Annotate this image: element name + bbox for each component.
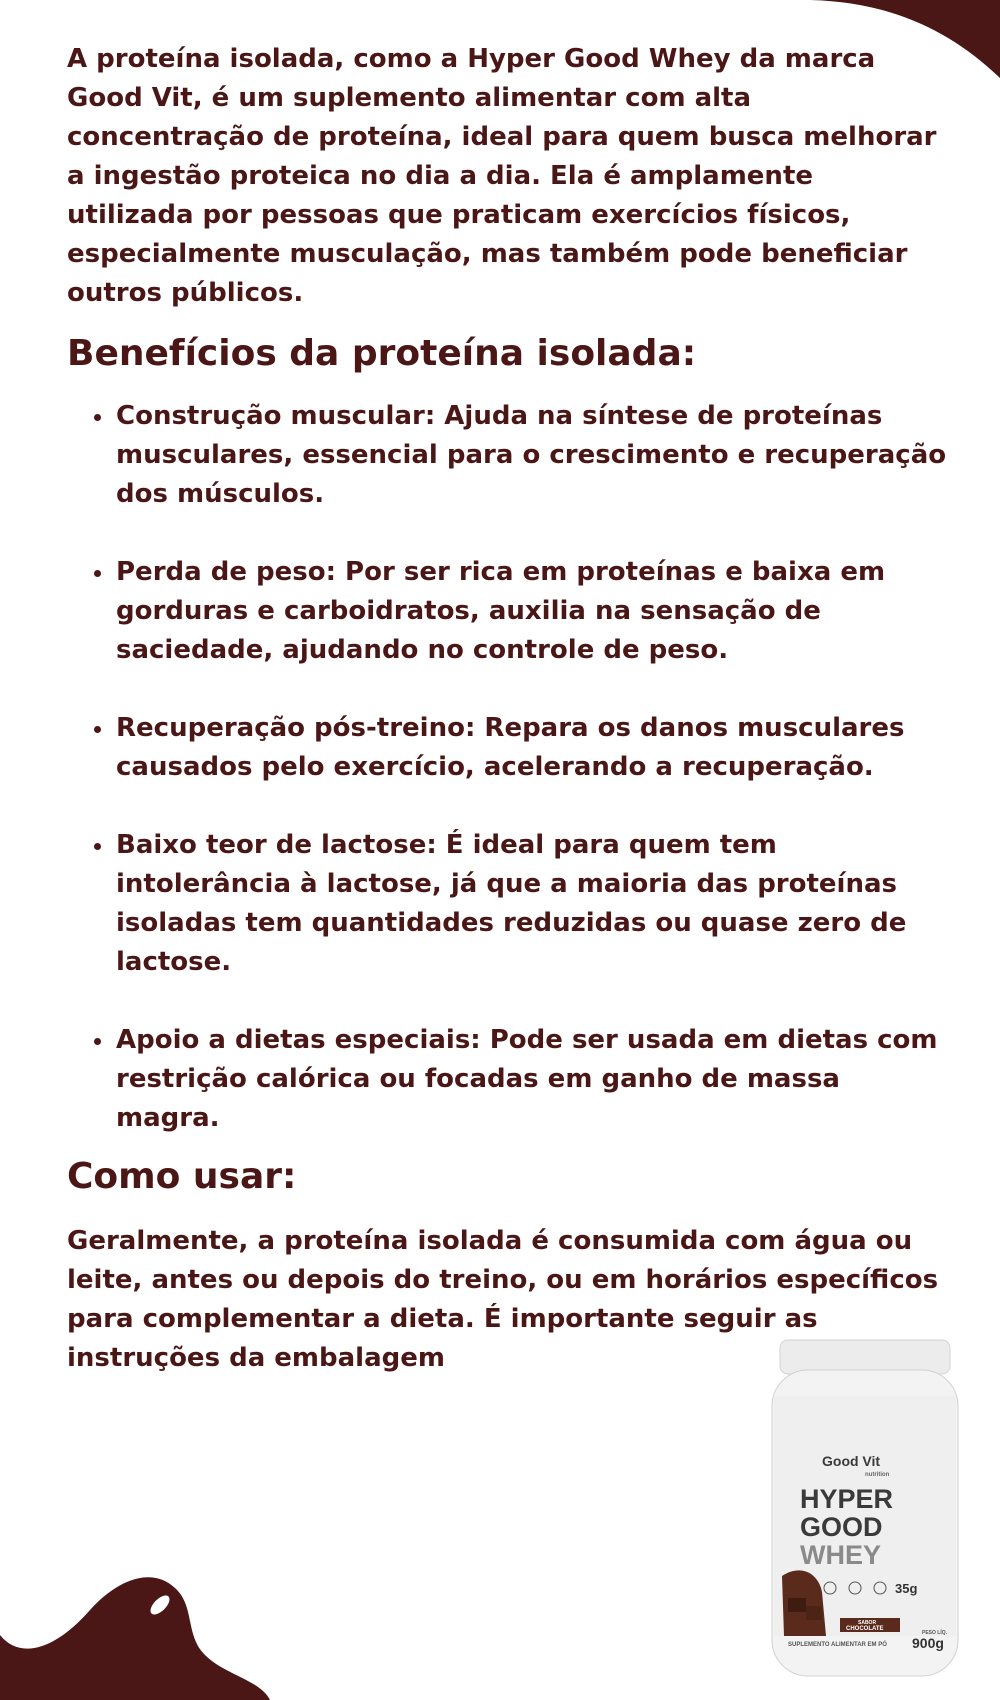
chocolate-splash-decoration <box>0 1540 280 1700</box>
benefit-item: Apoio a dietas especiais: Pode ser usada em dietas com restrição calórica ou focadas em ganho de massa magra. <box>90 1021 950 1138</box>
product-jar-image <box>760 1336 970 1682</box>
benefit-item: Baixo teor de lactose: É ideal para quem tem intolerância à lactose, já que a maioria das proteínas isoladas tem quantidades reduzidas ou quase zero de lactose. <box>90 826 950 982</box>
product-name-1: HYPER <box>800 1484 894 1514</box>
product-flavor-label: SABOR <box>858 1620 877 1626</box>
product-flavor: CHOCOLATE <box>846 1626 884 1632</box>
benefits-list <box>90 397 950 1177</box>
product-weight-label: PESO LÍQ. <box>922 1630 948 1636</box>
product-name-3: WHEY <box>800 1540 881 1570</box>
usage-heading: Como usar: <box>67 1156 297 1197</box>
product-weight: 900g <box>912 1635 944 1651</box>
product-protein: 35g <box>895 1581 918 1596</box>
benefit-item: Recuperação pós-treino: Repara os danos musculares causados pelo exercício, acelerando a recuperação. <box>90 709 950 787</box>
benefit-item: Construção muscular: Ajuda na síntese de proteínas musculares, essencial para o crescimento e recuperação dos músculos. <box>90 397 950 514</box>
benefit-item: Perda de peso: Por ser rica em proteínas e baixa em gorduras e carboidratos, auxilia na sensação de saciedade, ajudando no controle de peso. <box>90 553 950 670</box>
product-brand: Good Vit <box>822 1453 881 1469</box>
usage-paragraph: Geralmente, a proteína isolada é consumida com água ou leite, antes ou depois do treino, ou em horários específicos para complementar a dieta. É importante seguir as instruções da embalagem <box>67 1226 939 1373</box>
benefits-heading: Benefícios da proteína isolada: <box>67 333 697 374</box>
product-brand-sub: nutrition <box>865 1472 890 1478</box>
product-name-2: GOOD <box>800 1512 883 1542</box>
intro-paragraph: A proteína isolada, como a Hyper Good Whey da marca Good Vit, é um suplemento alimentar com alta concentração de proteína, ideal para quem busca melhorar a ingestão proteica no dia a dia. Ela é amplamente utilizada por pessoas que praticam exercícios físicos, especialmente musculação, mas também pode beneficiar outros públicos. <box>67 44 937 308</box>
product-category: SUPLEMENTO ALIMENTAR EM PÓ <box>788 1642 887 1648</box>
